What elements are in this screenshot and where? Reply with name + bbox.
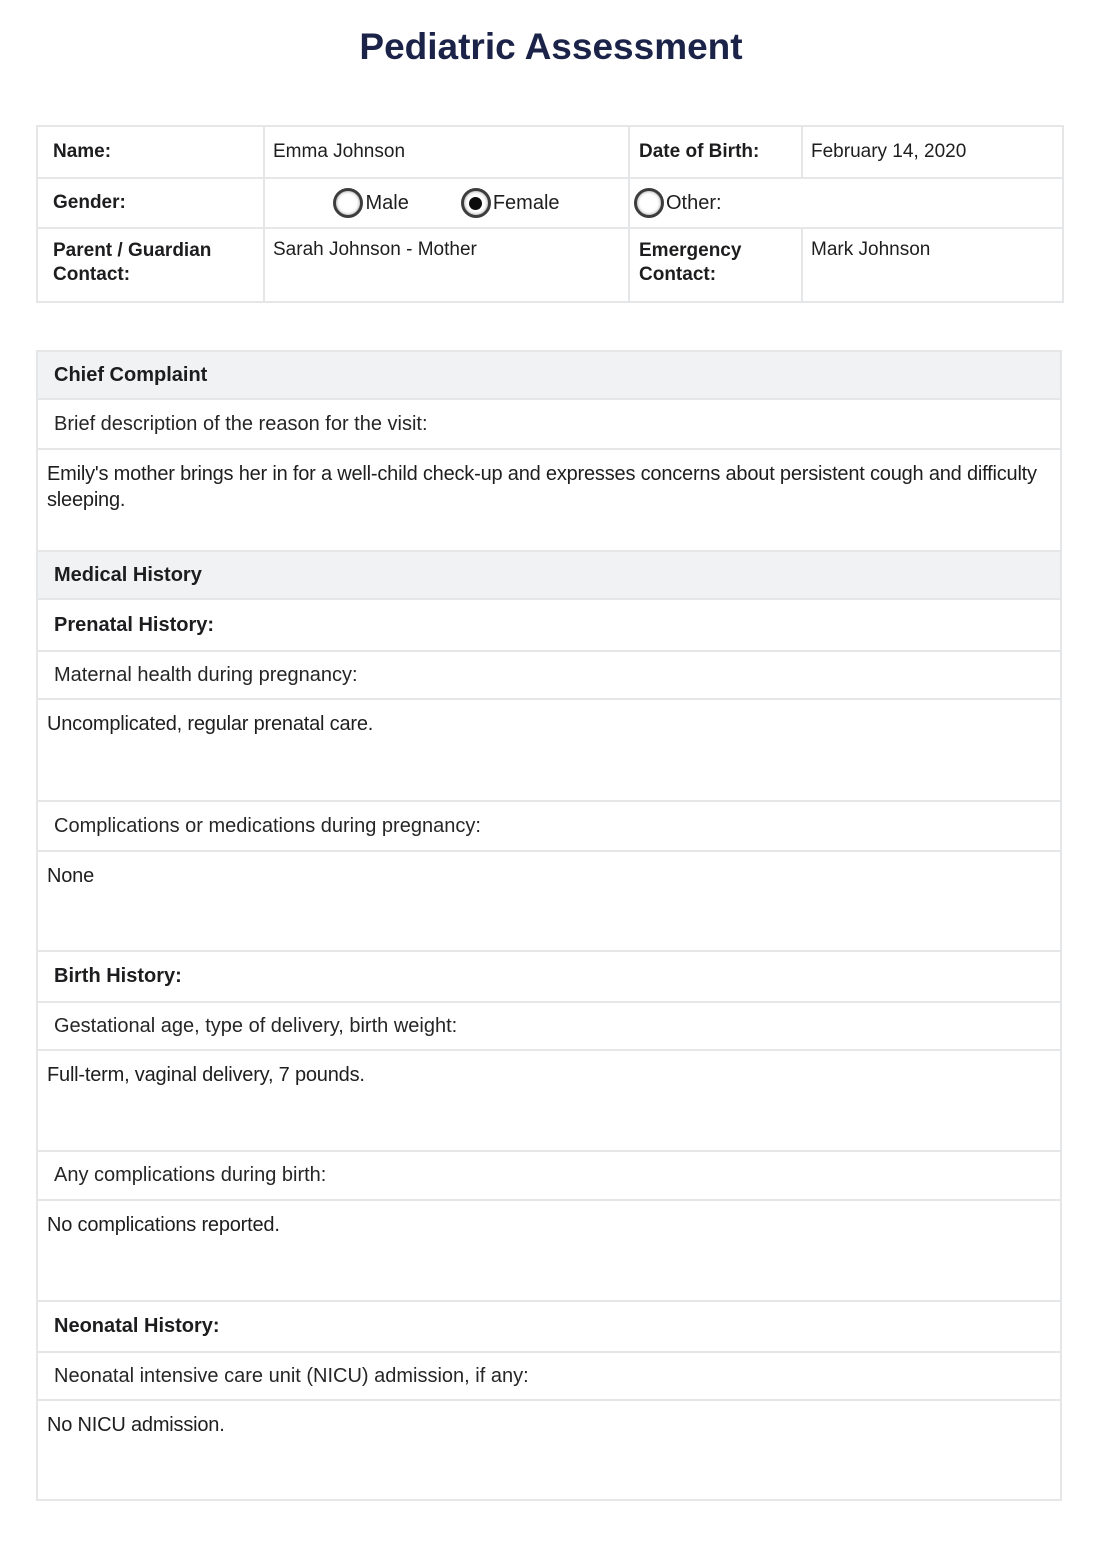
gender-other-cell xyxy=(629,178,1063,228)
nicu-admission-answer-field[interactable]: No NICU admission. xyxy=(47,1414,225,1436)
other-radio-button[interactable] xyxy=(634,188,664,218)
maternal-health-question: Maternal health during pregnancy: xyxy=(38,652,1060,700)
guardian-contact-value[interactable]: Sarah Johnson - Mother xyxy=(264,228,629,302)
female-radio-button[interactable] xyxy=(461,188,491,218)
gestational-age-question: Gestational age, type of delivery, birth weight: xyxy=(38,1003,1060,1051)
prenatal-history-title: Prenatal History: xyxy=(38,600,1060,652)
male-radio-button[interactable] xyxy=(333,188,363,218)
dob-value[interactable]: February 14, 2020 xyxy=(802,126,1063,178)
female-radio-label: Female xyxy=(492,191,560,214)
dob-label: Date of Birth: xyxy=(629,126,802,178)
birth-complications-question: Any complications during birth: xyxy=(38,1152,1060,1201)
pregnancy-complications-answer-field[interactable]: None xyxy=(38,852,1060,952)
gender-option-female xyxy=(461,188,560,218)
gender-male-female-cell xyxy=(264,178,629,228)
name-label: Name: xyxy=(37,126,264,178)
emergency-contact-value[interactable]: Mark Johnson xyxy=(802,228,1063,302)
emergency-contact-label: Emergency Contact: xyxy=(629,228,802,302)
patient-info-table xyxy=(36,125,1064,303)
male-radio-label: Male xyxy=(365,191,409,214)
maternal-health-answer-field[interactable]: Uncomplicated, regular prenatal care. xyxy=(38,700,1060,802)
birth-complications-answer-field[interactable]: No complications reported. xyxy=(38,1201,1060,1302)
gender-label: Gender: xyxy=(37,178,264,228)
gender-option-male xyxy=(333,188,408,218)
chief-complaint-header: Chief Complaint xyxy=(38,352,1060,400)
chief-complaint-answer-field[interactable]: Emily's mother brings her in for a well-child check-up and expresses concerns about persistent cough and difficulty sleeping. xyxy=(38,450,1060,552)
other-radio-label: Other: xyxy=(666,191,722,214)
pregnancy-complications-question: Complications or medications during pregnancy: xyxy=(38,802,1060,852)
guardian-contact-label: Parent / Guardian Contact: xyxy=(37,228,264,302)
nicu-admission-question: Neonatal intensive care unit (NICU) admission, if any: xyxy=(38,1353,1060,1401)
gestational-age-answer-field[interactable]: Full-term, vaginal delivery, 7 pounds. xyxy=(38,1051,1060,1152)
page-title: Pediatric Assessment xyxy=(359,26,743,67)
name-value[interactable]: Emma Johnson xyxy=(264,126,629,178)
neonatal-history-title: Neonatal History: xyxy=(38,1302,1060,1353)
birth-history-title: Birth History: xyxy=(38,952,1060,1003)
assessment-form xyxy=(36,350,1062,1501)
medical-history-header: Medical History xyxy=(38,552,1060,600)
gender-option-other xyxy=(634,188,722,218)
chief-complaint-question: Brief description of the reason for the visit: xyxy=(38,400,1060,450)
